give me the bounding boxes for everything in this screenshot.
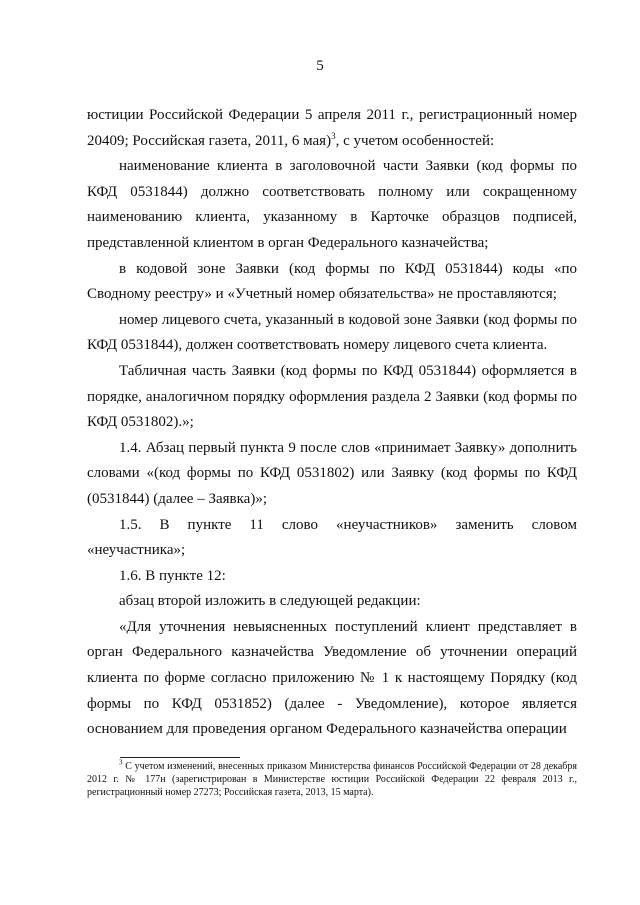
footnote-separator: [120, 757, 240, 758]
footnote-text: С учетом изменений, внесенных приказом Министерства финансов Российской Федерации от 28 декабря 2012 г. № 177н (зарегистрирован в Министерстве юстиции Российской Федерации 22 февраля 2013 г., регистрационный номер 27273; Российская газета, 2013, 15 марта).: [87, 761, 577, 798]
page-number: 5: [316, 58, 324, 74]
paragraph-4: номер лицевого счета, указанный в кодовой зоне Заявки (код формы по КФД 0531844), должен соответствовать номеру лицевого счета клиента.: [87, 311, 577, 354]
paragraph-2: наименование клиента в заголовочной части Заявки (код формы по КФД 0531844) должно соответствовать полному или сокращенному наименованию клиента, указанному в Карточке образцов подписей, представленной клиентом в орган Федерального казначейства;: [87, 158, 577, 251]
paragraph-6: 1.4. Абзац первый пункта 9 после слов «принимает Заявку» дополнить словами «(код формы по КФД 0531802) или Заявку (код формы по КФД (0531844) (далее – Заявка)»;: [87, 439, 577, 507]
footnote: [87, 760, 577, 799]
footnote-reference: 3: [331, 130, 336, 141]
body-text: [87, 103, 577, 743]
paragraph-1: [87, 103, 577, 154]
paragraph-text-continued: , с учетом особенностей:: [335, 132, 495, 149]
paragraph-9: абзац второй изложить в следующей редакции:: [119, 593, 421, 610]
paragraph-3: в кодовой зоне Заявки (код формы по КФД 0531844) коды «по Сводному реестру» и «Учетный номер обязательства» не проставляются;: [87, 260, 577, 303]
paragraph-8: 1.6. В пункте 12:: [119, 567, 226, 584]
footnote-paragraph: [87, 760, 577, 799]
paragraph-text: юстиции Российской Федерации 5 апреля 2011 г., регистрационный номер 20409; Российская газета, 2011, 6 мая): [87, 107, 577, 149]
paragraph-7: 1.5. В пункте 11 слово «неучастников» заменить словом «неучастника»;: [87, 516, 577, 559]
footnote-mark: 3: [119, 758, 123, 767]
paragraph-10: «Для уточнения невыясненных поступлений клиент представляет в орган Федерального казначейства Уведомление об уточнении операций клиента по форме согласно приложению № 1 к настоящему Порядку (код формы по КФД 0531852) (далее - Уведомление), которое является основанием для проведения органом Федерального казначейства операции: [87, 618, 577, 738]
paragraph-5: Табличная часть Заявки (код формы по КФД 0531844) оформляется в порядке, аналогичном порядку оформления раздела 2 Заявки (код формы по КФД 0531802).»;: [87, 362, 577, 431]
